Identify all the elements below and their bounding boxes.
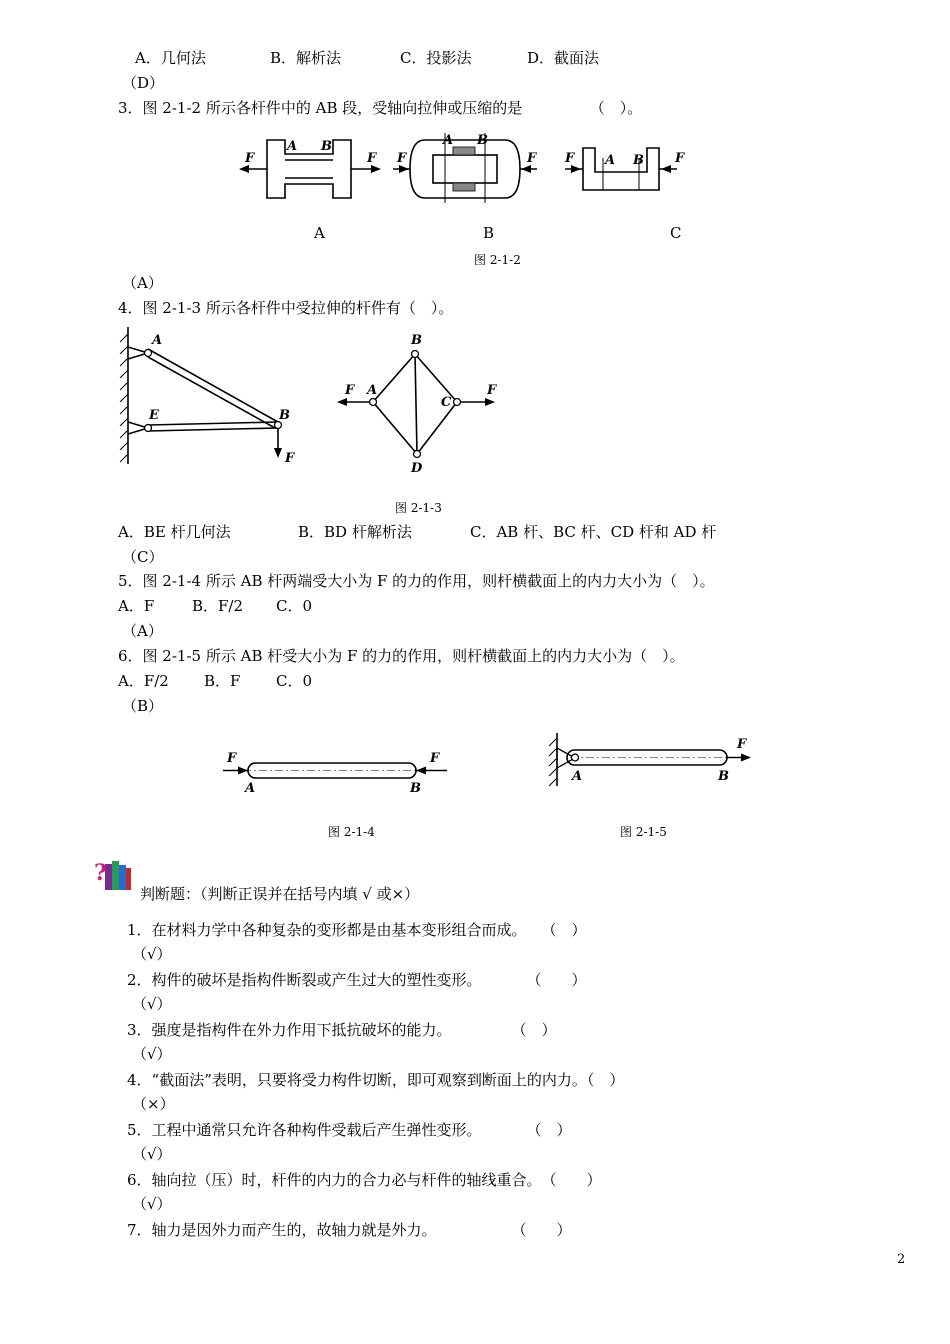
q2-option-d: D．截面法 [527,49,600,67]
fig215-f-label: F [737,737,747,752]
fig215-caption: 图 2-1-5 [620,825,667,839]
judge-item-5: 5．工程中通常只允许各种构件受载后产生弹性变形。 （ ） [127,1121,572,1139]
judge-answer-1: （√） [132,945,172,963]
q3-question: 3．图 2-1-2 所示各杆件中的 AB 段，受轴向拉伸或压缩的是 （ ）。 [118,99,643,117]
fig212-b-label-c: B [633,153,644,168]
fig212-f-label-a-right: F [367,151,377,166]
q4-option-a: A．BE 杆几何法 [118,523,231,541]
fig213-left-b-label: B [279,408,290,423]
fig212-f-label-c-left: F [565,151,575,166]
q2-option-c: C．投影法 [400,49,472,67]
fig213-right-f-left-label: F [345,383,355,398]
judge-item-1: 1．在材料力学中各种复杂的变形都是由基本变形组合而成。 （ ） [127,921,587,939]
fig213-right-f-right-label: F [487,383,497,398]
fig212-sublabel-b: B [483,224,495,242]
svg-text:?: ? [94,860,107,886]
fig212-f-label-a-left: F [245,151,255,166]
fig213-caption: 图 2-1-3 [395,501,442,515]
q2-option-a: A．几何法 [135,49,206,67]
q4-question: 4．图 2-1-3 所示各杆件中受拉伸的杆件有（ ）。 [118,299,454,317]
figure-2-1-5 [545,728,760,798]
fig212-f-label-b-right: F [527,151,537,166]
fig213-right-b-label: B [411,333,422,348]
q4-answer: （C） [122,548,164,566]
page-number: 2 [897,1252,906,1267]
figure-2-1-4 [215,748,460,798]
judge-answer-3: （√） [132,1045,172,1063]
fig212-sublabel-a: A [314,224,325,242]
fig213-right-c-label: C [441,395,452,410]
judge-answer-2: （√） [132,995,172,1013]
judge-answer-4: （×） [132,1095,175,1113]
judge-header: 判断题：（判断正误并在括号内填 √ 或×） [140,885,420,903]
q6-option-c: C．0 [276,672,313,690]
judge-answer-5: （√） [132,1145,172,1163]
q5-option-c: C．0 [276,597,313,615]
fig212-a-label-a: A [287,139,298,154]
q5-question: 5．图 2-1-4 所示 AB 杆两端受大小为 F 的力的作用，则杆横截面上的内力大小为（ ）。 [118,572,715,590]
figure-2-1-2 [235,128,705,208]
q4-option-b: B．BD 杆解析法 [298,523,412,541]
fig212-caption: 图 2-1-2 [474,253,521,267]
q3-answer: （A） [122,274,163,292]
fig212-f-label-c-right: F [675,151,685,166]
fig212-b-label-b: B [477,133,488,148]
fig212-a-label-b: A [443,133,454,148]
q6-option-b: B．F [204,672,241,690]
figure-2-1-3 [115,322,515,482]
q5-option-b: B．F/2 [192,597,244,615]
q5-option-a: A．F [118,597,155,615]
q6-answer: （B） [122,697,164,715]
q6-question: 6．图 2-1-5 所示 AB 杆受大小为 F 的力的作用，则杆横截面上的内力大小为（ ）。 [118,647,685,665]
judge-item-4: 4．“截面法”表明，只要将受力构件切断，即可观察到断面上的内力。（ ） [127,1071,625,1089]
fig215-a-label: A [572,769,583,784]
judge-item-6: 6．轴向拉（压）时，杆件的内力的合力必与杆件的轴线重合。 （ ） [127,1171,602,1189]
books-question-icon [93,856,133,892]
fig212-b-label-a: B [321,139,332,154]
fig214-caption: 图 2-1-4 [328,825,375,839]
q4-option-c: C．AB 杆、BC 杆、CD 杆和 AD 杆 [470,523,717,541]
q2-answer: （D） [122,74,165,92]
fig214-b-label: B [410,781,421,796]
judge-item-3: 3．强度是指构件在外力作用下抵抗破坏的能力。 （ ） [127,1021,557,1039]
fig213-left-a-label: A [152,333,163,348]
fig213-left-e-label: E [149,408,159,423]
fig212-a-label-c: A [605,153,616,168]
fig214-f-left-label: F [227,751,237,766]
fig212-f-label-b-left: F [397,151,407,166]
fig213-right-a-label: A [367,383,378,398]
fig213-left-f-label: F [285,451,295,466]
judge-item-2: 2．构件的破坏是指构件断裂或产生过大的塑性变形。 （ ） [127,971,587,989]
q2-option-b: B．解析法 [270,49,342,67]
fig213-right-d-label: D [411,461,423,476]
judge-item-7: 7．轴力是因外力而产生的，故轴力就是外力。 （ ） [127,1221,572,1239]
judge-answer-6: （√） [132,1195,172,1213]
fig215-b-label: B [718,769,729,784]
q5-answer: （A） [122,622,163,640]
q6-option-a: A．F/2 [118,672,169,690]
fig212-sublabel-c: C [670,224,682,242]
fig214-f-right-label: F [430,751,440,766]
fig214-a-label: A [245,781,256,796]
